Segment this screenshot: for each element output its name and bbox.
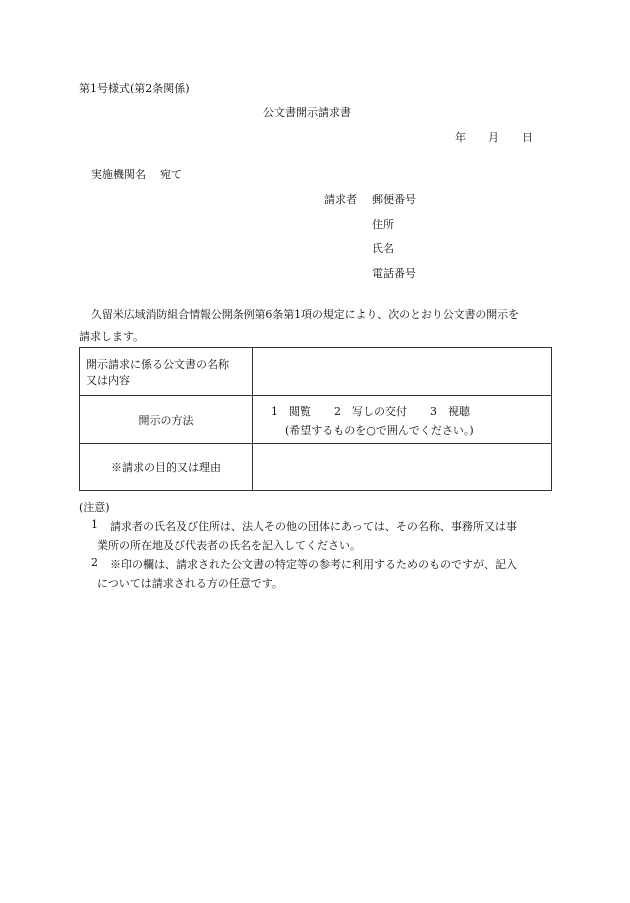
purpose-label: ※請求の目的又は理由 — [111, 461, 221, 474]
requester-address-label: 住所 — [372, 218, 394, 231]
purpose-entry-cell[interactable] — [253, 444, 552, 491]
document-name-label-line2: 又は内容 — [86, 373, 130, 387]
page-title: 公文書開示請求書 — [263, 106, 351, 119]
addressee-suffix: 宛て — [160, 168, 182, 181]
requester-postal-code-label: 郵便番号 — [372, 193, 416, 206]
note-1-line2: 業所の所在地及び代表者の氏名を記入してください。 — [97, 539, 361, 552]
table-row — [80, 396, 552, 444]
requester-label: 請求者 — [324, 193, 357, 206]
requester-name-label: 氏名 — [372, 242, 394, 255]
addressee-label: 実施機関名 — [91, 168, 146, 181]
notes-heading: (注意) — [79, 501, 110, 514]
date-day-label: 日 — [522, 131, 533, 144]
request-form-table — [79, 347, 552, 491]
document-name-label-cell — [80, 348, 253, 396]
note-2-number: 2 — [91, 556, 98, 569]
method-option-view[interactable]: 1 閲覧 — [271, 404, 311, 418]
table-row — [80, 348, 552, 396]
request-statement-line2: 請求します。 — [79, 330, 145, 343]
method-option-copy[interactable]: 2 写しの交付 — [334, 404, 407, 418]
requester-phone-label: 電話番号 — [372, 267, 416, 280]
form-number: 第1号様式(第2条関係) — [79, 82, 190, 95]
note-2-line2: については請求される方の任意です。 — [97, 577, 283, 590]
request-statement-line1: 久留米広域消防組合情報公開条例第6条第1項の規定により、次のとおり公文書の開示を — [91, 308, 519, 321]
document-name-label-line1: 開示請求に係る公文書の名称 — [86, 357, 229, 371]
table-row — [80, 444, 552, 491]
document-name-entry-cell[interactable] — [253, 348, 552, 396]
note-2-line1: ※印の欄は、請求された公文書の特定等の参考に利用するためのものですが、記入 — [110, 558, 517, 571]
disclosure-method-label: 開示の方法 — [138, 413, 194, 427]
method-instruction: (希望するものを○で囲んでください。) — [285, 423, 474, 437]
method-option-audiovisual[interactable]: 3 視聴 — [430, 404, 470, 418]
date-year-label: 年 — [455, 131, 466, 144]
note-1-number: 1 — [91, 518, 98, 531]
date-month-label: 月 — [488, 131, 499, 144]
disclosure-method-label-cell — [80, 396, 253, 444]
note-1-line1: 請求者の氏名及び住所は、法人その他の団体にあっては、その名称、事務所又は事 — [110, 520, 517, 533]
purpose-label-cell — [80, 444, 253, 491]
disclosure-method-options-cell[interactable] — [253, 396, 552, 444]
